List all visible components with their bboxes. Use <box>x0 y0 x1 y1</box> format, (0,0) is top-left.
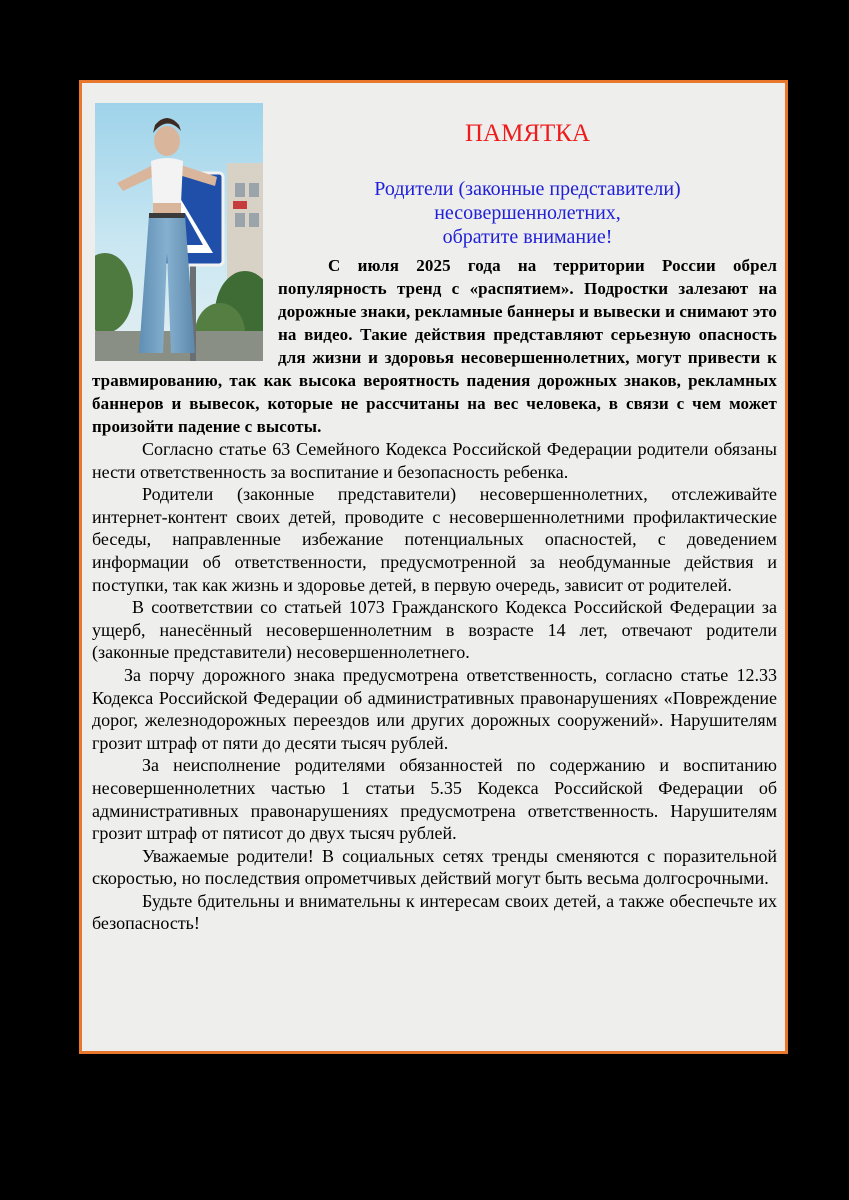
lead-paragraph: С июля 2025 года на территории России обрел популярность тренд с «распятием». Подростки залезают на дорожные знаки, рекламные баннеры и вывески и снимают это на видео. Такие действия представляют серьезную опасность для жизни и здоровья несовершеннолетних, могут привести к травмированию, так как высока вероятность падения дорожных знаков, рекламных баннеров и вывесок, которые не рассчитаны на вес человека, в связи с чем может произойти падение с высоты. <box>92 256 777 436</box>
body-paragraph: В соответствии со статьей 1073 Гражданского Кодекса Российской Федерации за ущерб, нанесённый несовершеннолетним в возрасте 14 лет, отвечают родители (законные представители) несовершеннолетнего. <box>92 597 777 663</box>
subtitle-line: несовершеннолетних, <box>434 202 621 224</box>
body-paragraph: Родители (законные представители) несовершеннолетних, отслеживайте интернет-контент своих детей, проводите с несовершеннолетними профилактические беседы, направленные избежание потенциальных опасностей, с доведением информации об ответственности, предусмотренной за необдуманные действия и поступки, так как жизнь и здоровье детей, в первую очередь, зависит от родителей. <box>92 484 777 595</box>
subtitle-line: обратите внимание! <box>442 226 613 248</box>
body-paragraph: За неисполнение родителями обязанностей по содержанию и воспитанию несовершеннолетних частью 1 статьи 5.35 Кодекса Российской Федерации об административных правонарушениях предусмотрена ответственность. Нарушителям грозит штраф от пятисот до двух тысяч рублей. <box>92 755 777 844</box>
body-paragraph: Будьте бдительны и внимательны к интересам своих детей, а также обеспечьте их безопасность! <box>92 890 777 934</box>
body-paragraph: За порчу дорожного знака предусмотрена ответственность, согласно статье 12.33 Кодекса Российской Федерации об административных правонарушениях «Повреждение дорог, железнодорожных переездов или других дорожных сооружений». Нарушителям грозит штраф от пяти до десяти тысяч рублей. <box>92 664 777 753</box>
memo-title: ПАМЯТКА <box>464 120 590 147</box>
teen-on-road-sign-photo <box>95 103 263 361</box>
body-paragraph: Уважаемые родители! В социальных сетях тренды сменяются с поразительной скоростью, но последствия опрометчивых действий могут быть весьма долгосрочными. <box>92 845 777 889</box>
memo-page <box>79 80 788 1054</box>
subtitle-line: Родители (законные представители) <box>374 178 681 200</box>
body-paragraph: Согласно статье 63 Семейного Кодекса Российской Федерации родители обязаны нести ответственность за воспитание и безопасность ребенка. <box>92 439 777 482</box>
